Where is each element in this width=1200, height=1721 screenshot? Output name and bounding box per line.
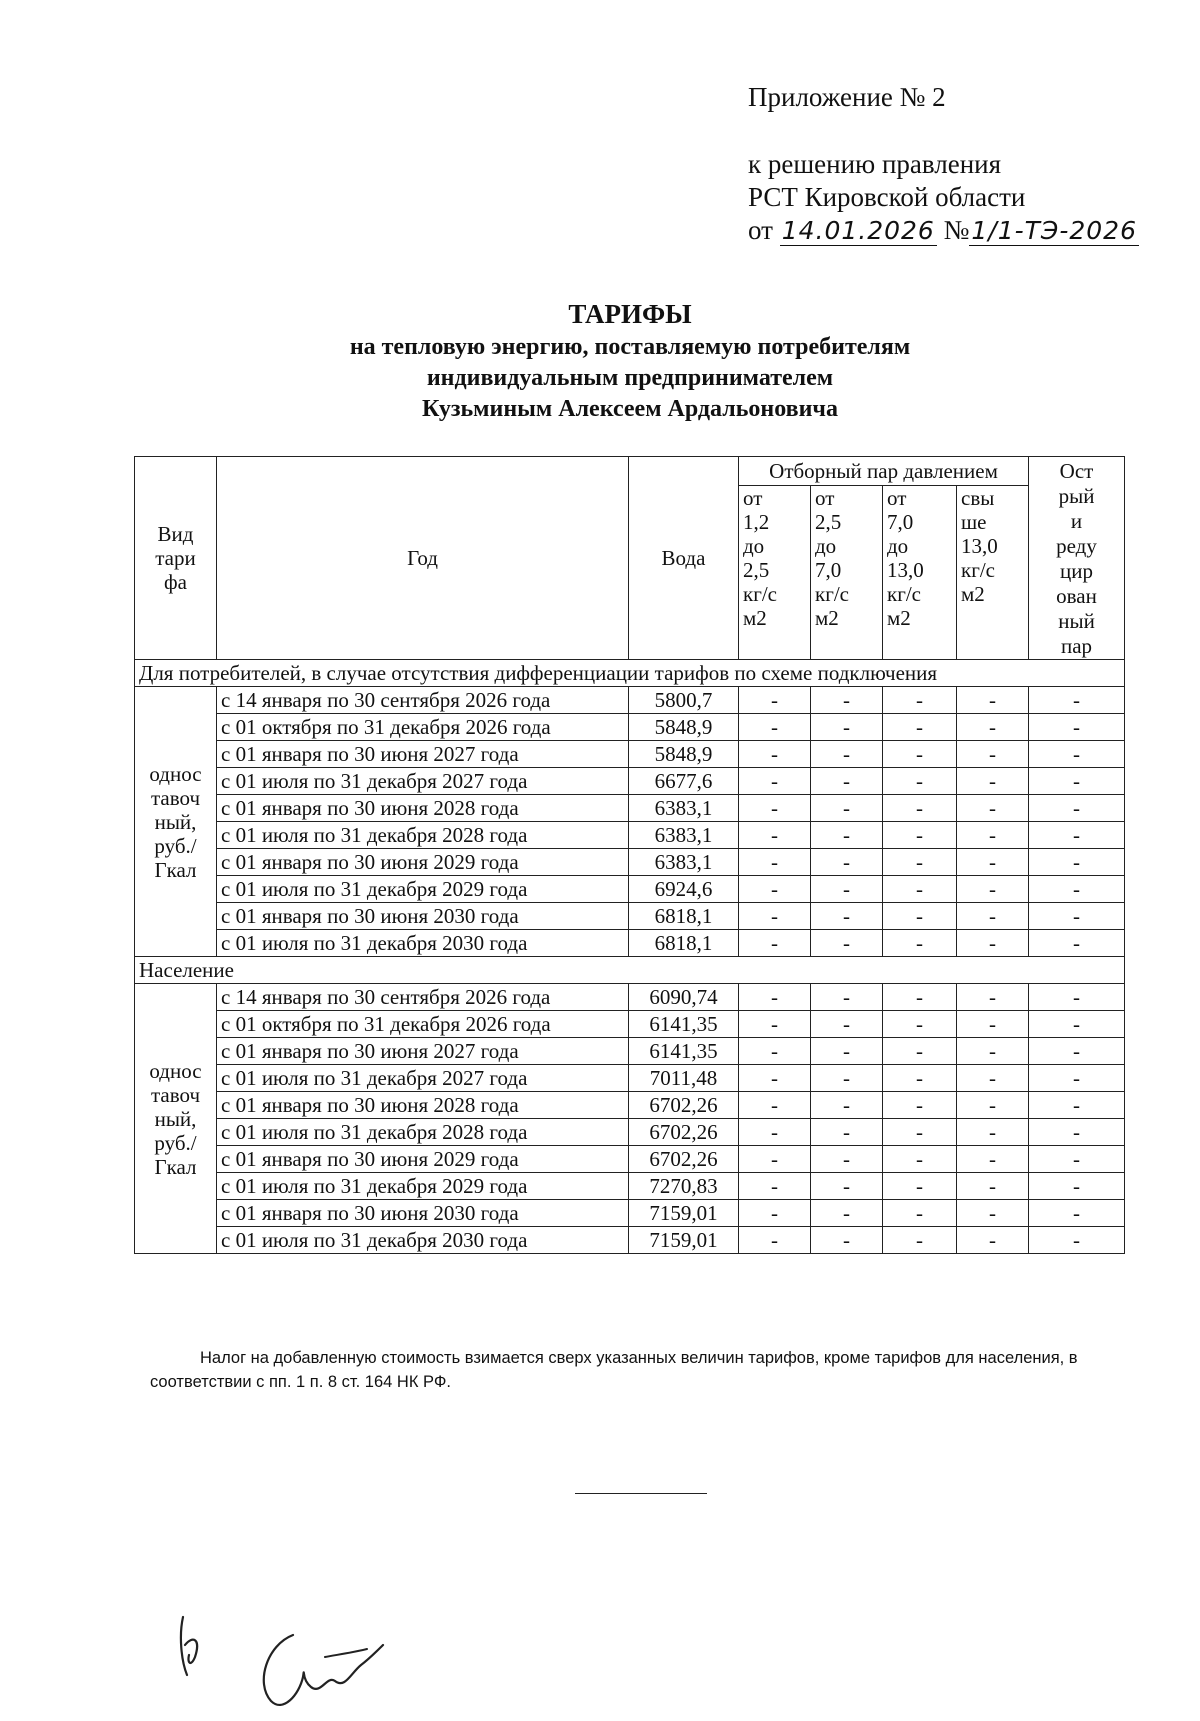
steam-tariff-cell: - [883, 714, 957, 741]
steam-tariff-cell: - [883, 1065, 957, 1092]
steam-tariff-cell: - [957, 876, 1029, 903]
steam-tariff-cell: - [1029, 1011, 1125, 1038]
table-row [135, 984, 1125, 1011]
steam-tariff-cell: - [811, 903, 883, 930]
steam-tariff-cell: - [883, 930, 957, 957]
water-tariff-cell: 6924,6 [629, 876, 739, 903]
steam-tariff-cell: - [957, 795, 1029, 822]
from-label: от [748, 215, 773, 245]
steam-tariff-cell: - [739, 1038, 811, 1065]
section-title: Население [135, 957, 1125, 984]
steam-tariff-cell: - [811, 1173, 883, 1200]
header-row-1 [135, 457, 1125, 486]
steam-tariff-cell: - [883, 1011, 957, 1038]
steam-tariff-cell: - [957, 1146, 1029, 1173]
decision-date: 14.01.2026 [781, 216, 935, 245]
period-cell: с 01 июля по 31 декабря 2030 года [217, 930, 629, 957]
appendix-title: Приложение № 2 [748, 82, 946, 112]
steam-tariff-cell: - [957, 1011, 1029, 1038]
period-cell: с 01 июля по 31 декабря 2029 года [217, 876, 629, 903]
steam-tariff-cell: - [1029, 1200, 1125, 1227]
steam-tariff-cell: - [811, 1119, 883, 1146]
steam-tariff-cell: - [1029, 1227, 1125, 1254]
period-cell: с 01 января по 30 июня 2030 года [217, 1200, 629, 1227]
table-body [135, 660, 1125, 1254]
header-steam-col-2-line: кг/с [815, 582, 849, 606]
header-sharp-steam [1029, 457, 1125, 660]
tariff-type-line: ный, [154, 809, 197, 834]
steam-tariff-cell: - [739, 1200, 811, 1227]
steam-tariff-cell: - [883, 1119, 957, 1146]
water-tariff-cell: 6702,26 [629, 1146, 739, 1173]
steam-tariff-cell: - [739, 741, 811, 768]
steam-tariff-cell: - [739, 714, 811, 741]
steam-tariff-cell: - [811, 741, 883, 768]
header-steam-col-3-line: 13,0 [887, 558, 924, 582]
table-row [135, 741, 1125, 768]
water-tariff-cell: 7270,83 [629, 1173, 739, 1200]
table-row [135, 1011, 1125, 1038]
header-tariff-type [135, 457, 217, 660]
period-cell: с 01 января по 30 июня 2027 года [217, 1038, 629, 1065]
tariff-type-line: однос [149, 1058, 202, 1083]
header-sharp-steam-line: ный [1058, 609, 1095, 633]
steam-tariff-cell: - [957, 1200, 1029, 1227]
table-header [135, 457, 1125, 660]
steam-tariff-cell: - [811, 1227, 883, 1254]
steam-tariff-cell: - [957, 1227, 1029, 1254]
steam-tariff-cell: - [1029, 1065, 1125, 1092]
header-steam-col-3-line: до [887, 534, 909, 558]
steam-tariff-cell: - [1029, 1146, 1125, 1173]
title-line-1: на тепловую энергию, поставляемую потребителям [349, 334, 911, 360]
tariff-type-line: Гкал [154, 857, 197, 882]
steam-tariff-cell: - [883, 741, 957, 768]
decision-date-line [748, 214, 1139, 247]
steam-tariff-cell: - [1029, 1119, 1125, 1146]
tariff-type-cell [135, 984, 217, 1254]
water-tariff-cell: 6818,1 [629, 930, 739, 957]
header-steam-col-1-line: от [743, 486, 763, 510]
table-row [135, 795, 1125, 822]
steam-tariff-cell: - [811, 822, 883, 849]
steam-tariff-cell: - [811, 1038, 883, 1065]
header-steam-col-3-line: 7,0 [887, 510, 914, 534]
steam-tariff-cell: - [811, 768, 883, 795]
period-cell: с 01 июля по 31 декабря 2028 года [217, 1119, 629, 1146]
steam-tariff-cell: - [811, 795, 883, 822]
steam-tariff-cell: - [883, 822, 957, 849]
water-tariff-cell: 6702,26 [629, 1092, 739, 1119]
steam-tariff-cell: - [1029, 822, 1125, 849]
steam-tariff-cell: - [739, 768, 811, 795]
header-steam-col-1-line: 2,5 [743, 558, 770, 582]
header-steam-group: Отборный пар давлением [739, 457, 1029, 486]
steam-tariff-cell: - [883, 903, 957, 930]
steam-tariff-cell: - [811, 984, 883, 1011]
steam-tariff-cell: - [811, 1200, 883, 1227]
period-cell: с 14 января по 30 сентября 2026 года [217, 984, 629, 1011]
water-tariff-cell: 6383,1 [629, 795, 739, 822]
period-cell: с 01 января по 30 июня 2029 года [217, 849, 629, 876]
period-cell: с 01 января по 30 июня 2028 года [217, 1092, 629, 1119]
steam-tariff-cell: - [739, 1092, 811, 1119]
steam-tariff-cell: - [1029, 714, 1125, 741]
tariff-type-line: тавоч [150, 785, 201, 810]
header-steam-col-4-line: кг/с [961, 558, 995, 582]
steam-tariff-cell: - [739, 795, 811, 822]
header-sharp-steam-line: рый [1058, 484, 1095, 508]
title-main: ТАРИФЫ [568, 299, 692, 329]
steam-tariff-cell: - [957, 741, 1029, 768]
steam-tariff-cell: - [957, 714, 1029, 741]
vat-footnote: Налог на добавленную стоимость взимается сверх указанных величин тарифов, кроме тарифов для населения, в соответствии с пп. 1 п. 8 ст. 164 НК РФ. [150, 1349, 1078, 1391]
steam-tariff-cell: - [739, 687, 811, 714]
steam-tariff-cell: - [883, 1146, 957, 1173]
table-row [135, 1200, 1125, 1227]
water-tariff-cell: 7011,48 [629, 1065, 739, 1092]
header-steam-col-1-line: м2 [743, 606, 767, 630]
decision-reference [748, 148, 1139, 247]
steam-tariff-cell: - [739, 1227, 811, 1254]
table-row [135, 1119, 1125, 1146]
steam-tariff-cell: - [811, 849, 883, 876]
water-tariff-cell: 6702,26 [629, 1119, 739, 1146]
steam-tariff-cell: - [957, 768, 1029, 795]
header-steam-col-2-line: от [815, 486, 835, 510]
section-row [135, 957, 1125, 984]
period-cell: с 01 июля по 31 декабря 2030 года [217, 1227, 629, 1254]
steam-tariff-cell: - [739, 903, 811, 930]
table-row [135, 1092, 1125, 1119]
section-row [135, 660, 1125, 687]
steam-tariff-cell: - [957, 984, 1029, 1011]
tariff-type-line: ный, [154, 1106, 197, 1131]
steam-tariff-cell: - [811, 1065, 883, 1092]
steam-tariff-cell: - [811, 714, 883, 741]
decision-number: 1/1-ТЭ-2026 [971, 216, 1137, 245]
steam-tariff-cell: - [957, 1038, 1029, 1065]
title-line-2: индивидуальным предпринимателем [426, 365, 834, 391]
steam-tariff-cell: - [811, 930, 883, 957]
steam-tariff-cell: - [883, 876, 957, 903]
steam-tariff-cell: - [883, 984, 957, 1011]
period-cell: с 01 июля по 31 декабря 2027 года [217, 768, 629, 795]
steam-tariff-cell: - [1029, 984, 1125, 1011]
water-tariff-cell: 6090,74 [629, 984, 739, 1011]
water-tariff-cell: 6818,1 [629, 903, 739, 930]
water-tariff-cell: 7159,01 [629, 1227, 739, 1254]
tariff-type-line: руб./ [154, 1130, 197, 1155]
water-tariff-cell: 7159,01 [629, 1200, 739, 1227]
water-tariff-cell: 6383,1 [629, 849, 739, 876]
header-tariff-type-line: Вид [157, 522, 194, 546]
steam-tariff-cell: - [883, 1038, 957, 1065]
table-row [135, 1146, 1125, 1173]
header-steam-col-1-line: до [743, 534, 765, 558]
period-cell: с 01 июля по 31 декабря 2028 года [217, 822, 629, 849]
table-row [135, 903, 1125, 930]
steam-tariff-cell: - [1029, 1173, 1125, 1200]
period-cell: с 01 января по 30 июня 2030 года [217, 903, 629, 930]
steam-tariff-cell: - [1029, 1092, 1125, 1119]
header-year: Год [217, 457, 629, 660]
steam-tariff-cell: - [739, 849, 811, 876]
steam-tariff-cell: - [957, 849, 1029, 876]
decision-line-2: РСТ Кировской области [748, 182, 1026, 212]
period-cell: с 01 июля по 31 декабря 2029 года [217, 1173, 629, 1200]
header-sharp-steam-line: и [1070, 509, 1083, 533]
period-cell: с 14 января по 30 сентября 2026 года [217, 687, 629, 714]
steam-tariff-cell: - [883, 768, 957, 795]
header-steam-col-2-line: до [815, 534, 837, 558]
header-water: Вода [629, 457, 739, 660]
table-row [135, 822, 1125, 849]
steam-tariff-cell: - [957, 1173, 1029, 1200]
steam-tariff-cell: - [957, 687, 1029, 714]
steam-tariff-cell: - [957, 1065, 1029, 1092]
steam-tariff-cell: - [883, 1200, 957, 1227]
header-steam-col-4-line: свы [961, 486, 995, 510]
table-row [135, 768, 1125, 795]
steam-tariff-cell: - [1029, 687, 1125, 714]
steam-tariff-cell: - [1029, 903, 1125, 930]
steam-tariff-cell: - [811, 1092, 883, 1119]
document-title [0, 296, 1200, 425]
header-steam-col-3-line: кг/с [887, 582, 921, 606]
header-steam-col-1 [739, 486, 811, 660]
header-tariff-type-line: тари [155, 546, 196, 570]
water-tariff-cell: 5800,7 [629, 687, 739, 714]
steam-tariff-cell: - [1029, 795, 1125, 822]
header-steam-col-2-line: м2 [815, 606, 839, 630]
table-row [135, 876, 1125, 903]
table-row [135, 1227, 1125, 1254]
header-steam-col-4-line: ше [961, 510, 987, 534]
water-tariff-cell: 5848,9 [629, 714, 739, 741]
steam-tariff-cell: - [957, 930, 1029, 957]
tariff-type-line: Гкал [154, 1154, 197, 1179]
steam-tariff-cell: - [811, 1146, 883, 1173]
header-steam-col-2-line: 2,5 [815, 510, 842, 534]
header-sharp-steam-line: цир [1060, 559, 1093, 583]
table-row [135, 930, 1125, 957]
table-row [135, 687, 1125, 714]
steam-tariff-cell: - [957, 1092, 1029, 1119]
steam-tariff-cell: - [883, 687, 957, 714]
water-tariff-cell: 6677,6 [629, 768, 739, 795]
header-steam-col-4-line: м2 [961, 582, 985, 606]
number-label: № [943, 215, 970, 245]
header-steam-col-3-line: м2 [887, 606, 911, 630]
header-sharp-steam-line: Ост [1059, 459, 1094, 483]
header-sharp-steam-line: ован [1056, 584, 1097, 608]
header-steam-col-1-line: кг/с [743, 582, 777, 606]
water-tariff-cell: 5848,9 [629, 741, 739, 768]
header-steam-col-3 [883, 486, 957, 660]
period-cell: с 01 июля по 31 декабря 2027 года [217, 1065, 629, 1092]
header-sharp-steam-line: реду [1056, 534, 1097, 558]
steam-tariff-cell: - [739, 984, 811, 1011]
period-cell: с 01 января по 30 июня 2027 года [217, 741, 629, 768]
steam-tariff-cell: - [1029, 741, 1125, 768]
steam-tariff-cell: - [739, 1146, 811, 1173]
steam-tariff-cell: - [1029, 849, 1125, 876]
end-divider [575, 1493, 707, 1494]
steam-tariff-cell: - [1029, 1038, 1125, 1065]
header-steam-col-4-line: 13,0 [961, 534, 998, 558]
tariff-type-line: однос [149, 761, 202, 786]
steam-tariff-cell: - [883, 1092, 957, 1119]
header-steam-col-2-line: 7,0 [815, 558, 842, 582]
table-row [135, 1173, 1125, 1200]
header-steam-col-3-line: от [887, 486, 907, 510]
table-row [135, 1065, 1125, 1092]
period-cell: с 01 октября по 31 декабря 2026 года [217, 1011, 629, 1038]
header-tariff-type-line: фа [164, 570, 187, 594]
water-tariff-cell: 6141,35 [629, 1011, 739, 1038]
period-cell: с 01 января по 30 июня 2028 года [217, 795, 629, 822]
steam-tariff-cell: - [811, 1011, 883, 1038]
header-steam-col-1-line: 1,2 [743, 510, 770, 534]
steam-tariff-cell: - [1029, 930, 1125, 957]
steam-tariff-cell: - [883, 1173, 957, 1200]
steam-tariff-cell: - [739, 876, 811, 903]
section-title: Для потребителей, в случае отсутствия дифференциации тарифов по схеме подключения [135, 660, 1125, 687]
table-row [135, 714, 1125, 741]
steam-tariff-cell: - [739, 1065, 811, 1092]
steam-tariff-cell: - [957, 822, 1029, 849]
tariff-type-line: руб./ [154, 833, 197, 858]
water-tariff-cell: 6383,1 [629, 822, 739, 849]
tariff-type-cell [135, 687, 217, 957]
period-cell: с 01 января по 30 июня 2029 года [217, 1146, 629, 1173]
table-row [135, 1038, 1125, 1065]
steam-tariff-cell: - [1029, 768, 1125, 795]
signature-image [175, 1605, 435, 1717]
steam-tariff-cell: - [957, 903, 1029, 930]
steam-tariff-cell: - [739, 1173, 811, 1200]
steam-tariff-cell: - [883, 795, 957, 822]
steam-tariff-cell: - [883, 849, 957, 876]
header-steam-col-2 [811, 486, 883, 660]
table-row [135, 849, 1125, 876]
tariffs-table [134, 456, 1125, 1254]
decision-line-1: к решению правления [748, 149, 1002, 179]
steam-tariff-cell: - [739, 1011, 811, 1038]
steam-tariff-cell: - [739, 822, 811, 849]
steam-tariff-cell: - [739, 930, 811, 957]
steam-tariff-cell: - [811, 687, 883, 714]
steam-tariff-cell: - [739, 1119, 811, 1146]
period-cell: с 01 октября по 31 декабря 2026 года [217, 714, 629, 741]
steam-tariff-cell: - [1029, 876, 1125, 903]
steam-tariff-cell: - [957, 1119, 1029, 1146]
header-sharp-steam-line: пар [1060, 634, 1093, 658]
tariff-type-line: тавоч [150, 1082, 201, 1107]
steam-tariff-cell: - [883, 1227, 957, 1254]
steam-tariff-cell: - [811, 876, 883, 903]
title-line-3: Кузьминым Алексеем Ардальоновича [422, 396, 838, 422]
water-tariff-cell: 6141,35 [629, 1038, 739, 1065]
header-steam-col-4 [957, 486, 1029, 660]
